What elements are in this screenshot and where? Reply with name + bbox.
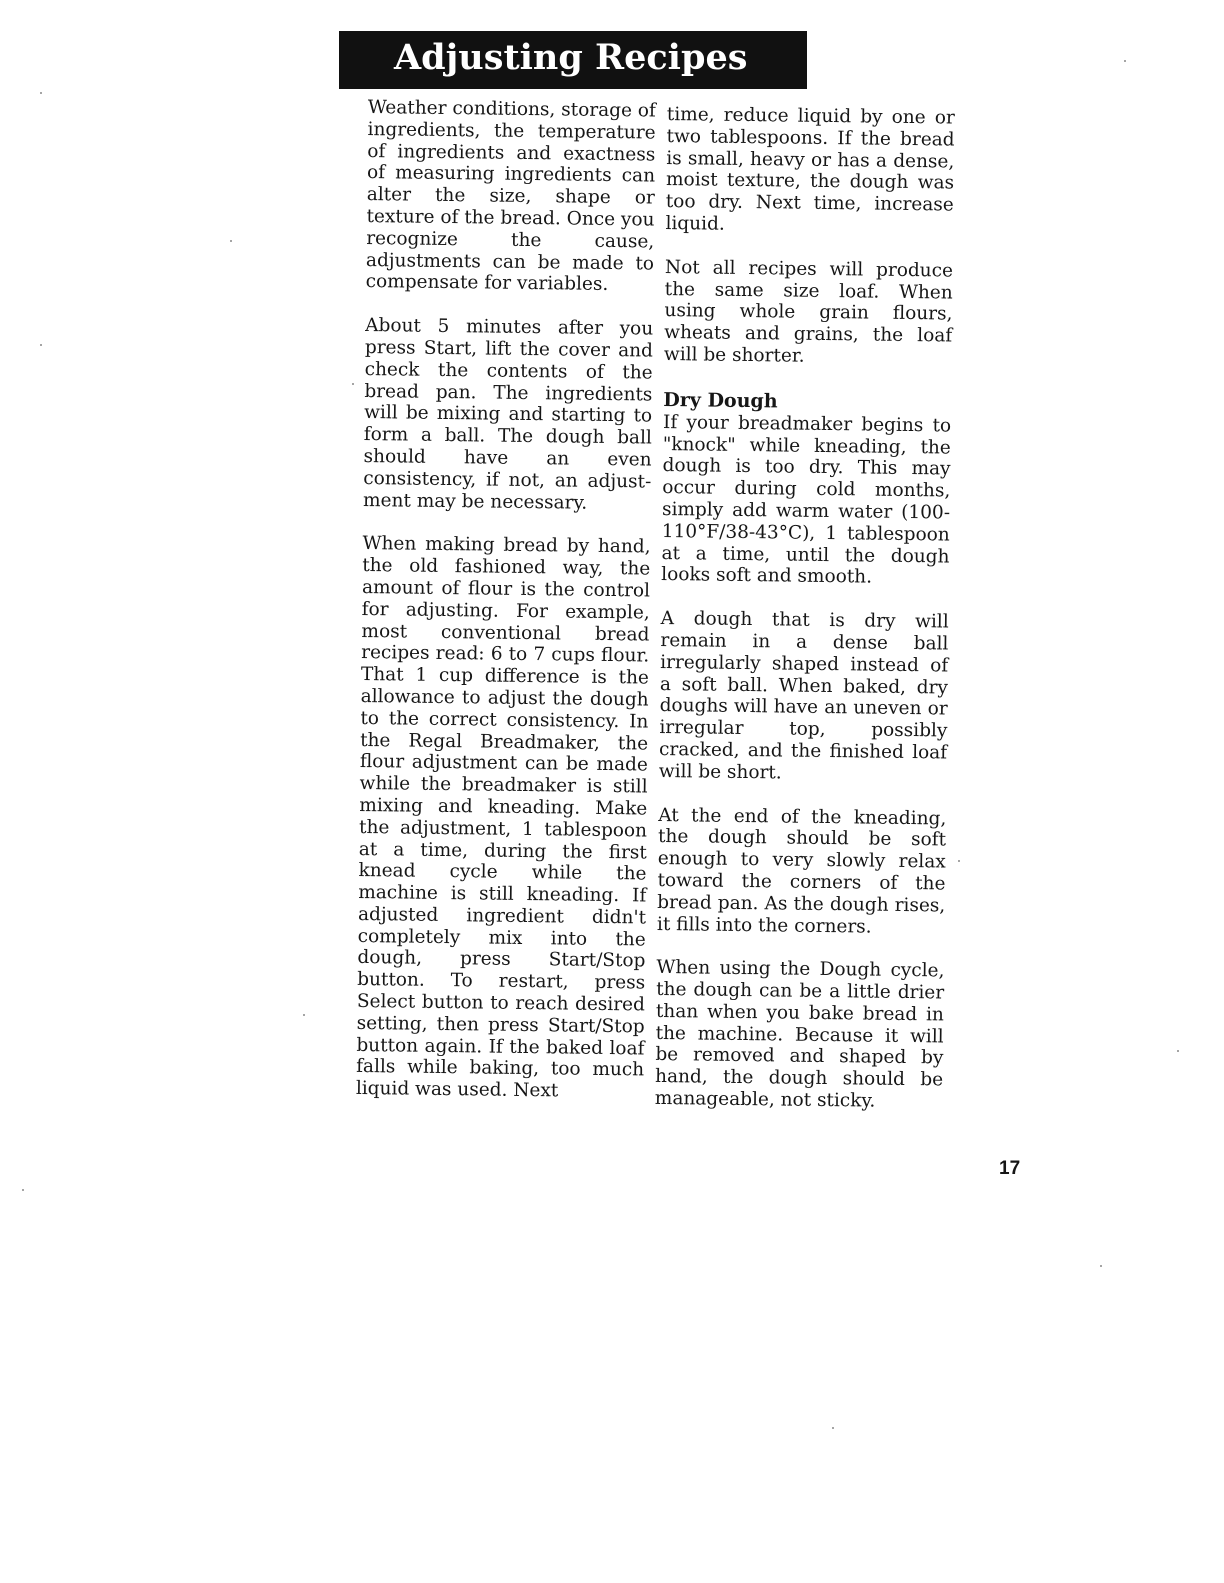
scan-speck: [958, 860, 960, 862]
scan-speck: [1100, 1265, 1102, 1267]
scan-speck: [40, 92, 42, 94]
page-title: Adjusting Recipes: [394, 37, 748, 78]
paragraph-dense-ball: A dough that is dry will remain in a dense ball irregularly shaped instead of a soft ball. When baked, dry doughs will have an uneven or irregular top, possibly cracked, and the finished loaf will be short.: [658, 608, 949, 784]
scan-speck: [352, 383, 354, 385]
scan-speck: [230, 240, 232, 242]
paragraph-knocking-dough: If your breadmaker begins to "knock" while kneading, the dough is too dry. This may occur during cold months, simply add warm water (100-110°F/38-43°C), 1 tablespoon at a time, until the dough looks soft and smooth.: [661, 411, 952, 588]
paragraph-end-of-kneading: At the end of the kneading, the dough should be soft enough to very slowly relax toward the corners of the bread pan. As the dough rises, it fills into the corners.: [656, 804, 947, 938]
left-text-column: [355, 97, 656, 1126]
paragraph-check-contents: About 5 minutes after you press Start, lift the cover and check the contents of the bread pan. The ingredients will be mixing and starting to form a ball. The dough ball should have an even consistency, if not, an adjustment may be necessary.: [362, 315, 654, 514]
right-text-column: [654, 104, 955, 1135]
scan-speck: [40, 344, 42, 346]
scan-speck: [22, 1189, 24, 1191]
paragraph-liquid-adjustment: time, reduce liquid by one or two tablespoons. If the bread is small, heavy or has a dense, moist texture, the dough was too dry. Next time, increase liquid.: [665, 104, 955, 235]
paragraph-loaf-size: Not all recipes will produce the same size loaf. When using whole grain flours, wheats and grains, the loaf will be shorter.: [663, 256, 954, 367]
scan-speck: [303, 1014, 305, 1016]
scan-speck: [832, 1427, 834, 1429]
scan-speck: [1177, 1050, 1179, 1052]
paragraph-dough-cycle: When using the Dough cycle, the dough can be a little drier than when you bake bread in the machine. Because it will be removed and shaped by hand, the dough should be manageable, not sticky.: [654, 957, 945, 1112]
section-heading-dry-dough: Dry Dough: [663, 388, 778, 413]
title-banner: [339, 31, 807, 89]
paragraph-weather-conditions: Weather conditions, storage of ingredients, the temperature of ingredients and exactness of measuring ingredients can alter the size, shape or texture of the bread. Once you recognize the cause, adjustments can be made to compensate for variables.: [365, 97, 656, 296]
page-number: 17: [999, 1158, 1021, 1179]
scan-speck: [1124, 60, 1126, 62]
paragraph-flour-adjustment: When making bread by hand, the old fashioned way, the amount of flour is the control for adjusting. For example, most conventional bread recipes read: 6 to 7 cups flour. That 1 cup difference is the allowance to adjust the dough to the correct consistency. In the Regal Breadmaker, the flour adjustment can be made while the breadmaker is still mixing and kneading. Make the adjustment, 1 tablespoon at a time, during the first knead cycle while the machine is still kneading. If adjusted ingredient didn't completely mix into the dough, press Start/Stop button. To restart, press Select button to reach desired setting, then press Start/Stop button again. If the baked loaf falls while baking, too much liquid was used. Next: [355, 533, 651, 1102]
